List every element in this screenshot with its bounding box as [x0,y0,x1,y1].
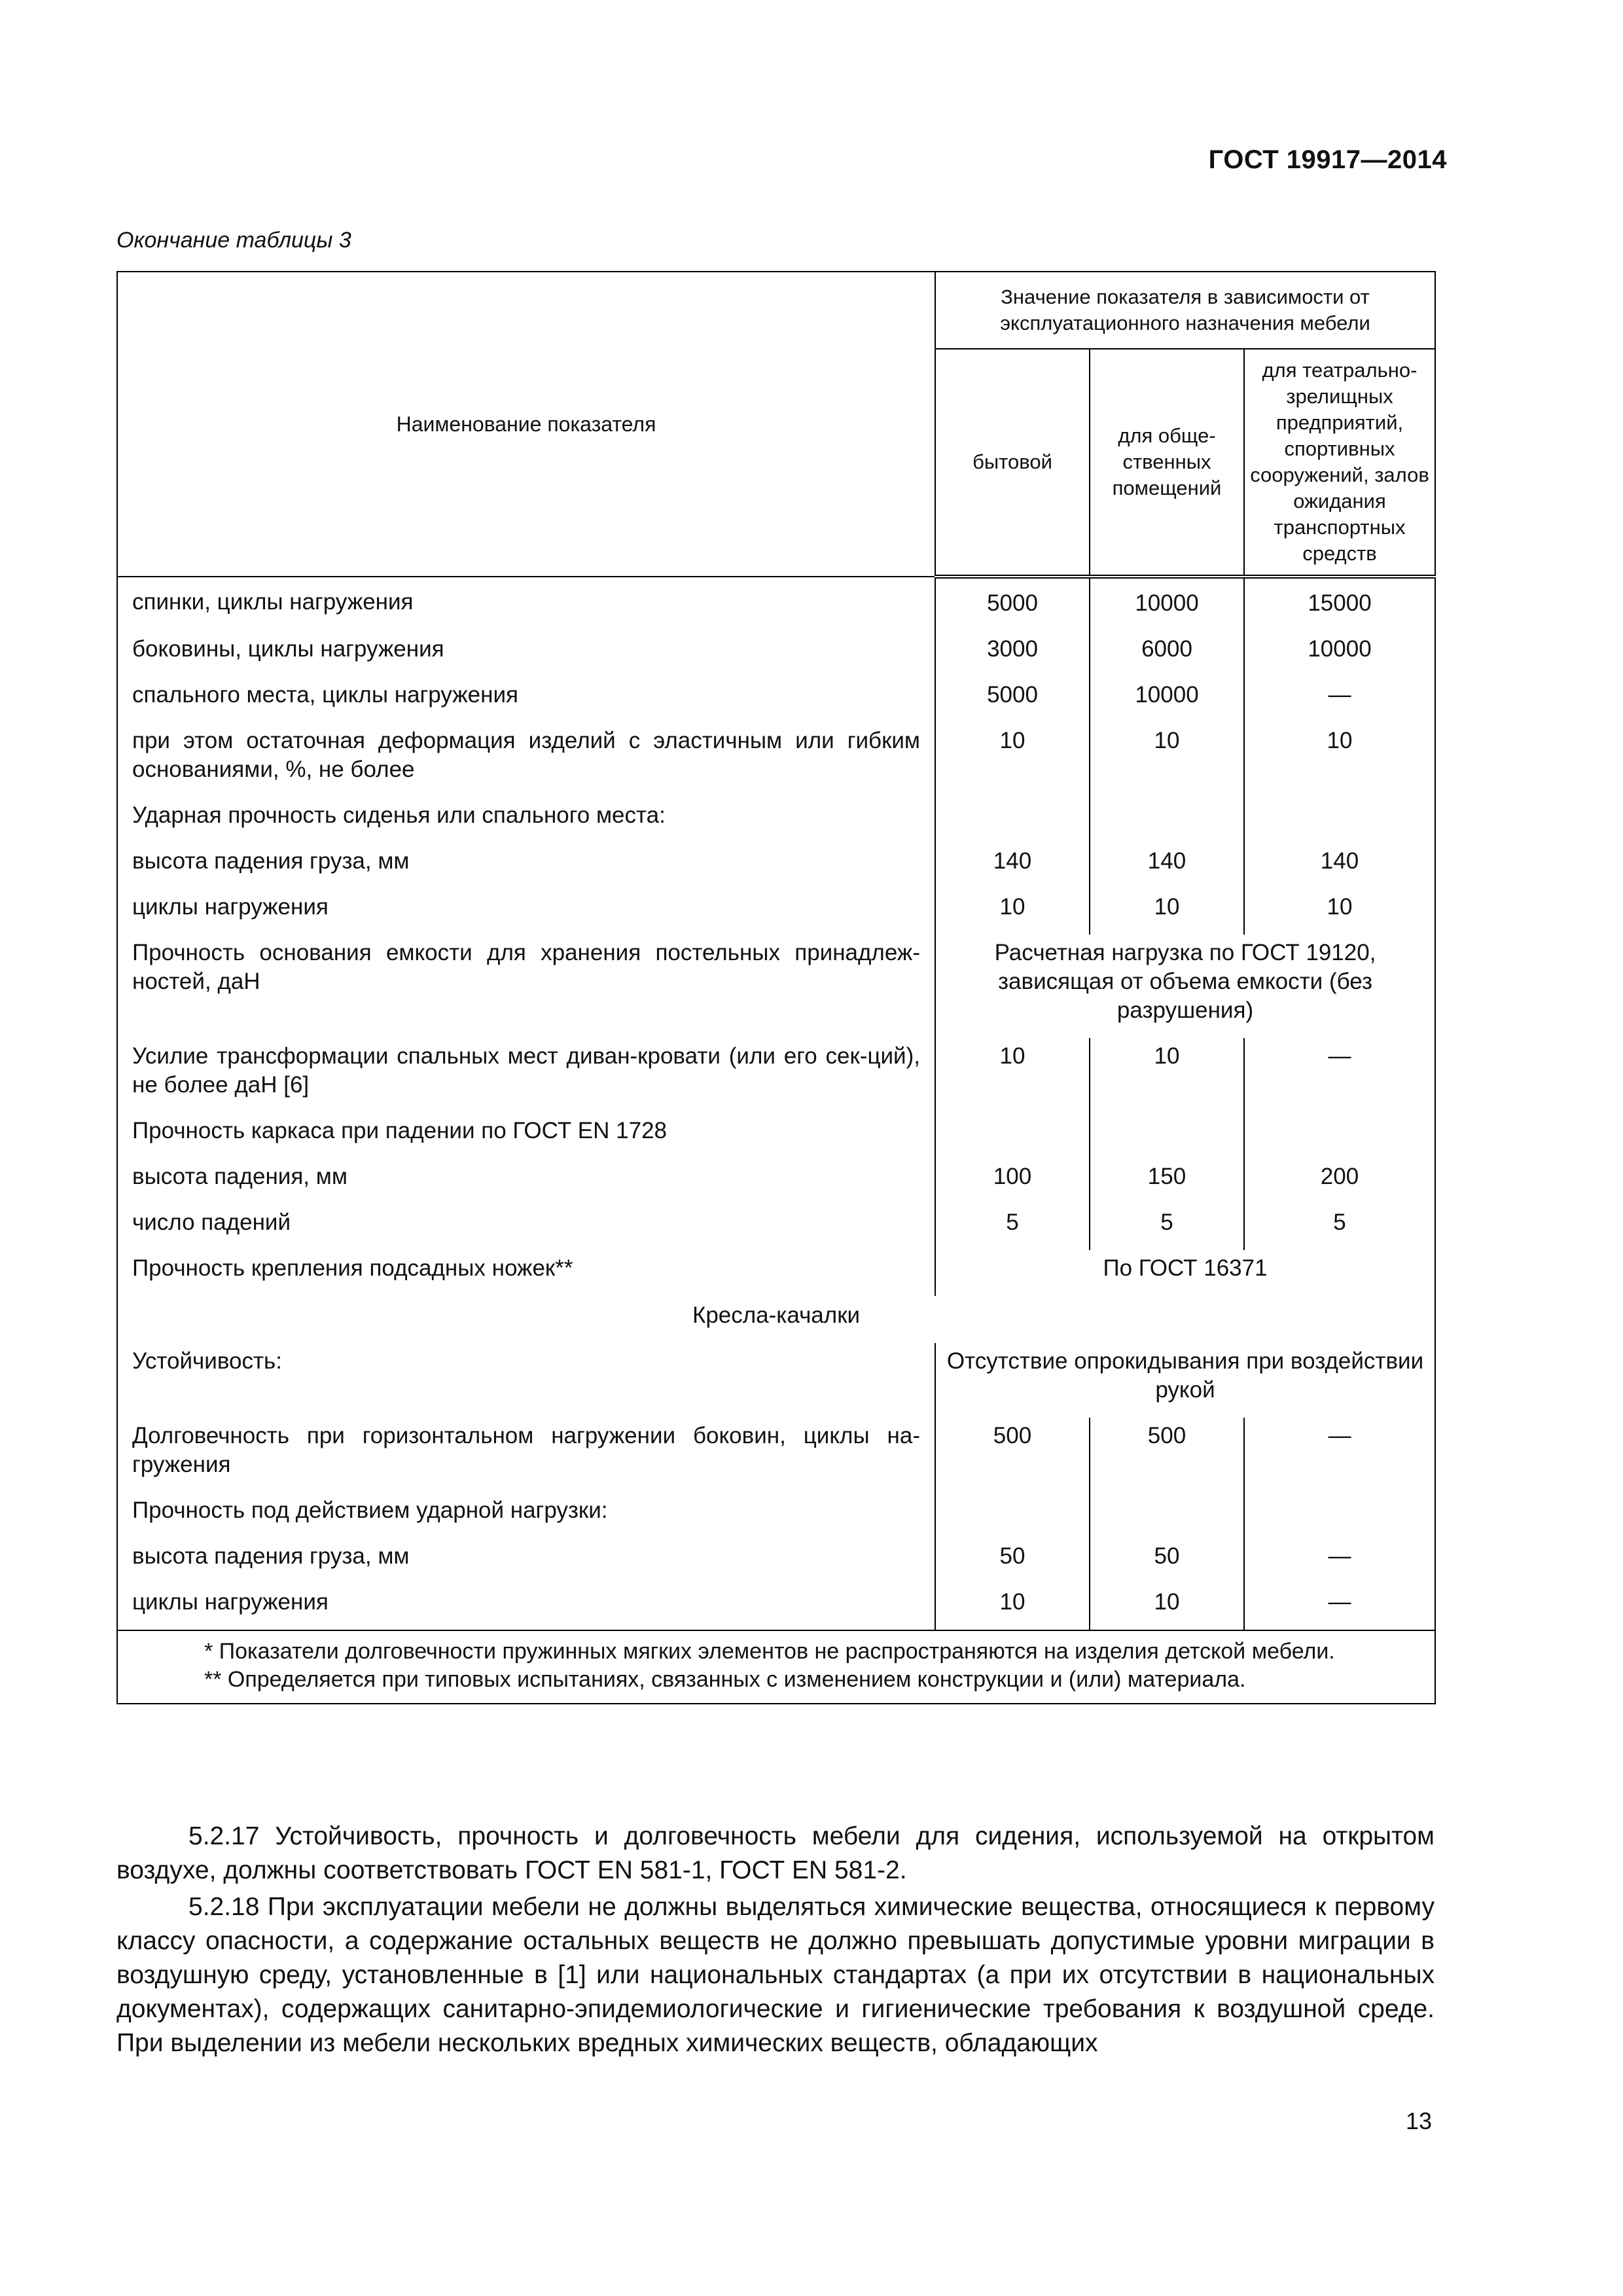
value-theatre: 10 [1244,723,1435,797]
indicator-name: спинки, циклы нагружения [117,577,935,631]
merged-value: Отсутствие опрокидывания при воздействии рукой [935,1343,1435,1418]
indicator-name: высота падения груза, мм [117,1538,935,1584]
value-theatre: 15000 [1244,577,1435,631]
page-number: 13 [1405,2108,1432,2134]
indicator-name: Прочность каркаса при падении по ГОСТ EN 1728 [117,1113,935,1158]
value-public: 10000 [1090,577,1244,631]
value-household: 10 [935,1584,1090,1630]
indicator-name: Долговечность при горизонтальном нагружении боковин, циклы на-гружения [117,1418,935,1492]
indicator-name: боковины, циклы нагружения [117,631,935,677]
indicator-name: циклы нагружения [117,889,935,935]
table-row [117,935,1435,1038]
value-public: 500 [1090,1418,1244,1492]
value-household: 5000 [935,677,1090,723]
indicator-name: при этом остаточная деформация изделий с эластичным или гибким основаниями, %, не более [117,723,935,797]
value-public: 10 [1090,889,1244,935]
section-rocking-chairs: Кресла-качалки [117,1296,1435,1343]
value-household [935,1492,1090,1538]
table-row [117,577,1435,631]
merged-value: Расчетная нагрузка по ГОСТ 19120, зависящая от объема емкости (без разрушения) [935,935,1435,1038]
value-public: 6000 [1090,631,1244,677]
value-theatre: 10 [1244,889,1435,935]
table-caption: Окончание таблицы 3 [116,228,351,253]
value-public: 10 [1090,1038,1244,1113]
indicator-name: Усилие трансформации спальных мест диван-кровати (или его сек-ций), не более даН [6] [117,1038,935,1113]
value-household [935,797,1090,843]
table-footnotes [117,1630,1435,1704]
indicator-name: Устойчивость: [117,1343,935,1418]
value-public: 5 [1090,1204,1244,1250]
value-public: 140 [1090,843,1244,889]
value-theatre: — [1244,677,1435,723]
paragraph-5-2-17: 5.2.17 Устойчивость, прочность и долговечность мебели для сидения, используемой на открытом воздухе, должны соответствовать ГОСТ EN 581-1, ГОСТ EN 581-2. [116,1822,1435,1884]
indicator-name: число падений [117,1204,935,1250]
value-household: 5 [935,1204,1090,1250]
value-household: 140 [935,843,1090,889]
indicator-name: Прочность основания емкости для хранения постельных принадлеж-ностей, даН [117,935,935,1038]
value-theatre: 10000 [1244,631,1435,677]
value-theatre: — [1244,1538,1435,1584]
table-row [117,843,1435,889]
value-public: 10000 [1090,677,1244,723]
header-public: для обще-ственных помещений [1090,349,1244,577]
header-value-group: Значение показателя в зависимости от эксплуатационного назначения мебели [935,272,1435,349]
header-household: бытовой [935,349,1090,577]
footnote-2: ** Определяется при типовых испытаниях, связанных с изменением конструкции и (или) материала. [204,1667,1246,1692]
value-theatre: — [1244,1418,1435,1492]
indicator-name: Ударная прочность сиденья или спального места: [117,797,935,843]
value-theatre: — [1244,1584,1435,1630]
value-household: 5000 [935,577,1090,631]
table-row [117,1158,1435,1204]
value-public: 150 [1090,1158,1244,1204]
table-row [117,1584,1435,1630]
indicator-name: циклы нагружения [117,1584,935,1630]
indicator-name: Прочность крепления подсадных ножек** [117,1250,935,1296]
table-row [117,1038,1435,1113]
indicators-table [116,271,1436,1704]
value-household: 10 [935,723,1090,797]
value-public [1090,1492,1244,1538]
indicator-name: Прочность под действием ударной нагрузки: [117,1492,935,1538]
table-row [117,889,1435,935]
table-row [117,1250,1435,1296]
table-row [117,1418,1435,1492]
paragraph-5-2-18: 5.2.18 При эксплуатации мебели не должны выделяться химические вещества, относящиеся к первому классу опасности, а содержание остальных веществ не должно превышать допустимые уровни миграции в воздушную среду, установленные в [1] или национальных стандартах (а при их отсутствии в национальных документах), содержащих санитарно-эпидемиологические и гигиенические требования к воздушной среде. При выделении из мебели нескольких вредных химических веществ, обладающих [116,1893,1435,2057]
value-household: 10 [935,1038,1090,1113]
table-row [117,797,1435,843]
footnote-1: * Показатели долговечности пружинных мягких элементов не распространяются на изделия детской мебели. [204,1639,1335,1664]
value-household: 500 [935,1418,1090,1492]
table-row [117,1113,1435,1158]
table-row [117,1492,1435,1538]
value-theatre: 140 [1244,843,1435,889]
value-household: 100 [935,1158,1090,1204]
document-number: ГОСТ 19917—2014 [1208,145,1447,174]
value-theatre [1244,1492,1435,1538]
table-row [117,1343,1435,1418]
indicator-name: высота падения, мм [117,1158,935,1204]
value-household: 10 [935,889,1090,935]
table-row [117,677,1435,723]
table-row [117,723,1435,797]
header-indicator-name: Наименование показателя [117,272,935,577]
value-public: 50 [1090,1538,1244,1584]
value-public [1090,797,1244,843]
indicator-name: высота падения груза, мм [117,843,935,889]
table-row [117,1204,1435,1250]
value-public: 10 [1090,723,1244,797]
value-public [1090,1113,1244,1158]
value-theatre: 5 [1244,1204,1435,1250]
value-public: 10 [1090,1584,1244,1630]
value-theatre: 200 [1244,1158,1435,1204]
value-theatre [1244,1113,1435,1158]
value-theatre: — [1244,1038,1435,1113]
table-row [117,631,1435,677]
indicator-name: спального места, циклы нагружения [117,677,935,723]
value-household [935,1113,1090,1158]
value-household: 50 [935,1538,1090,1584]
merged-value: По ГОСТ 16371 [935,1250,1435,1296]
value-household: 3000 [935,631,1090,677]
header-theatre: для театрально-зрелищных предприятий, спортивных сооружений, залов ожидания транспортных средств [1244,349,1435,577]
table-row [117,1538,1435,1584]
value-theatre [1244,797,1435,843]
